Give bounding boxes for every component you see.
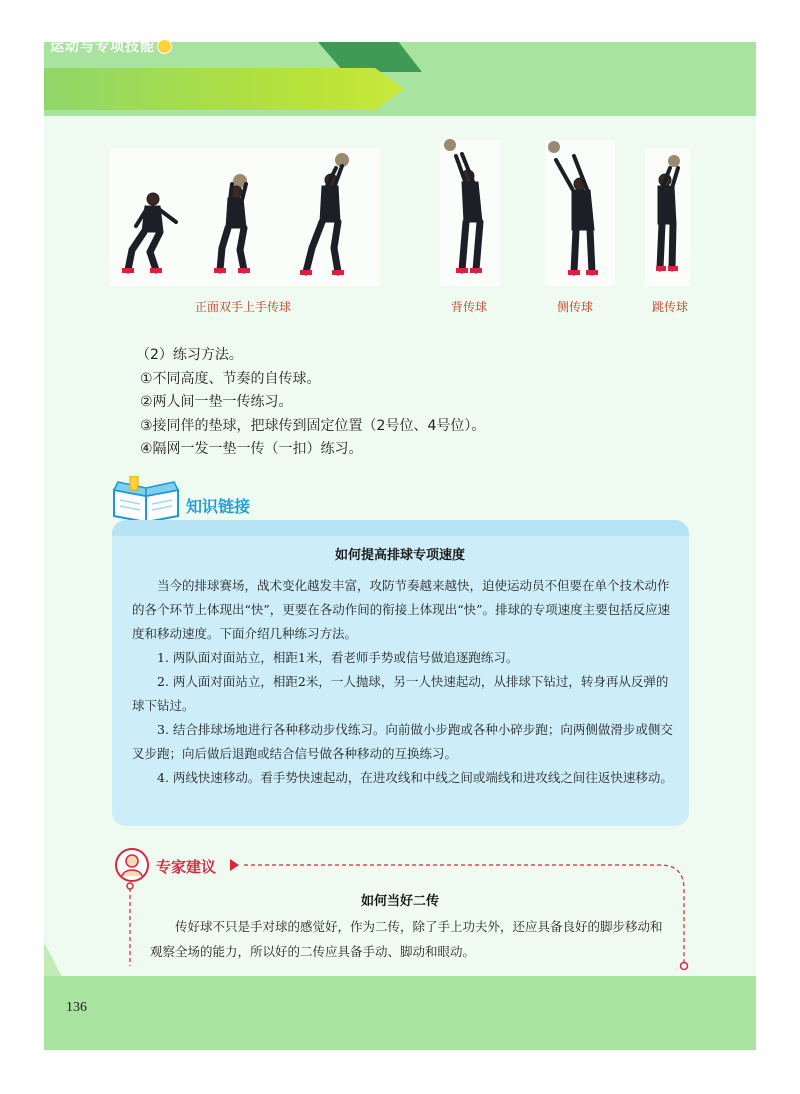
player-figure-1 bbox=[122, 193, 176, 273]
open-book-icon bbox=[110, 476, 184, 524]
expert-advice-label: 专家建议 bbox=[156, 858, 217, 876]
expert-avatar-icon bbox=[115, 848, 149, 882]
player-figure-2 bbox=[214, 174, 250, 273]
knowledge-paragraph: 1. 两队面对面站立，相距1米，看老师手势或信号做追逐跑练习。 bbox=[157, 650, 519, 665]
caption-side-set: 侧传球 bbox=[557, 300, 594, 314]
practice-item: ①不同高度、节奏的自传球。 bbox=[140, 370, 321, 387]
expert-advice-body bbox=[150, 914, 670, 964]
player-figure-5 bbox=[548, 141, 598, 275]
chapter-title-text: 运动与专项技能 bbox=[50, 39, 155, 55]
knowledge-paragraph: 3. 结合排球场地进行各种移动步伐练习。向前做小步跑或各种小碎步跑；向两侧做滑步或侧交叉步跑；向后做后退跑或结合信号做各种移动的互换练习。 bbox=[132, 722, 673, 761]
page-number: 136 bbox=[66, 1000, 87, 1015]
practice-item: ④隔网一发一垫一传（一扣）练习。 bbox=[140, 441, 363, 457]
player-figures bbox=[0, 0, 800, 300]
knowledge-link-label: 知识链接 bbox=[186, 497, 251, 516]
practice-heading: （2）练习方法。 bbox=[136, 347, 243, 363]
caption-front-set: 正面双手上手传球 bbox=[195, 300, 292, 314]
player-figure-3 bbox=[300, 153, 349, 275]
player-figure-4 bbox=[444, 139, 482, 273]
expert-advice-title: 如何当好二传 bbox=[360, 894, 439, 909]
knowledge-link-body bbox=[132, 574, 674, 790]
knowledge-paragraph: 4. 两线快速移动。看手势快速起动，在进攻线和中线之间或端线和进攻线之间往返快速移动。 bbox=[157, 770, 673, 785]
caption-jump-set: 跳传球 bbox=[652, 300, 689, 314]
footer-band bbox=[44, 976, 756, 1050]
player-figure-6 bbox=[656, 155, 680, 271]
practice-item: ②两人间一垫一传练习。 bbox=[140, 394, 293, 410]
knowledge-paragraph: 当今的排球赛场，战术变化越发丰富，攻防节奏越来越快，迫使运动员不但要在单个技术动作的各个环节上体现出“快”，更要在各动作间的衔接上体现出“快”。排球的专项速度主要包括反应速度和移动速度。下面介绍几种练习方法。 bbox=[132, 578, 671, 641]
practice-section bbox=[136, 344, 486, 462]
knowledge-link-title: 如何提高排球专项速度 bbox=[334, 548, 465, 563]
expert-advice-paragraph: 传好球不只是手对球的感觉好，作为二传，除了手上功夫外，还应具备良好的脚步移动和观察全场的能力，所以好的二传应具备手动、脚动和眼动。 bbox=[150, 919, 663, 959]
caption-back-set: 背传球 bbox=[451, 300, 488, 314]
arrow-right-icon bbox=[230, 859, 239, 871]
knowledge-paragraph: 2. 两人面对面站立，相距2米，一人抛球，另一人快速起动，从排球下钻过，转身再从反弹的球下钻过。 bbox=[132, 674, 669, 713]
practice-item: ③接同伴的垫球，把球传到固定位置（2号位、4号位）。 bbox=[140, 417, 486, 434]
